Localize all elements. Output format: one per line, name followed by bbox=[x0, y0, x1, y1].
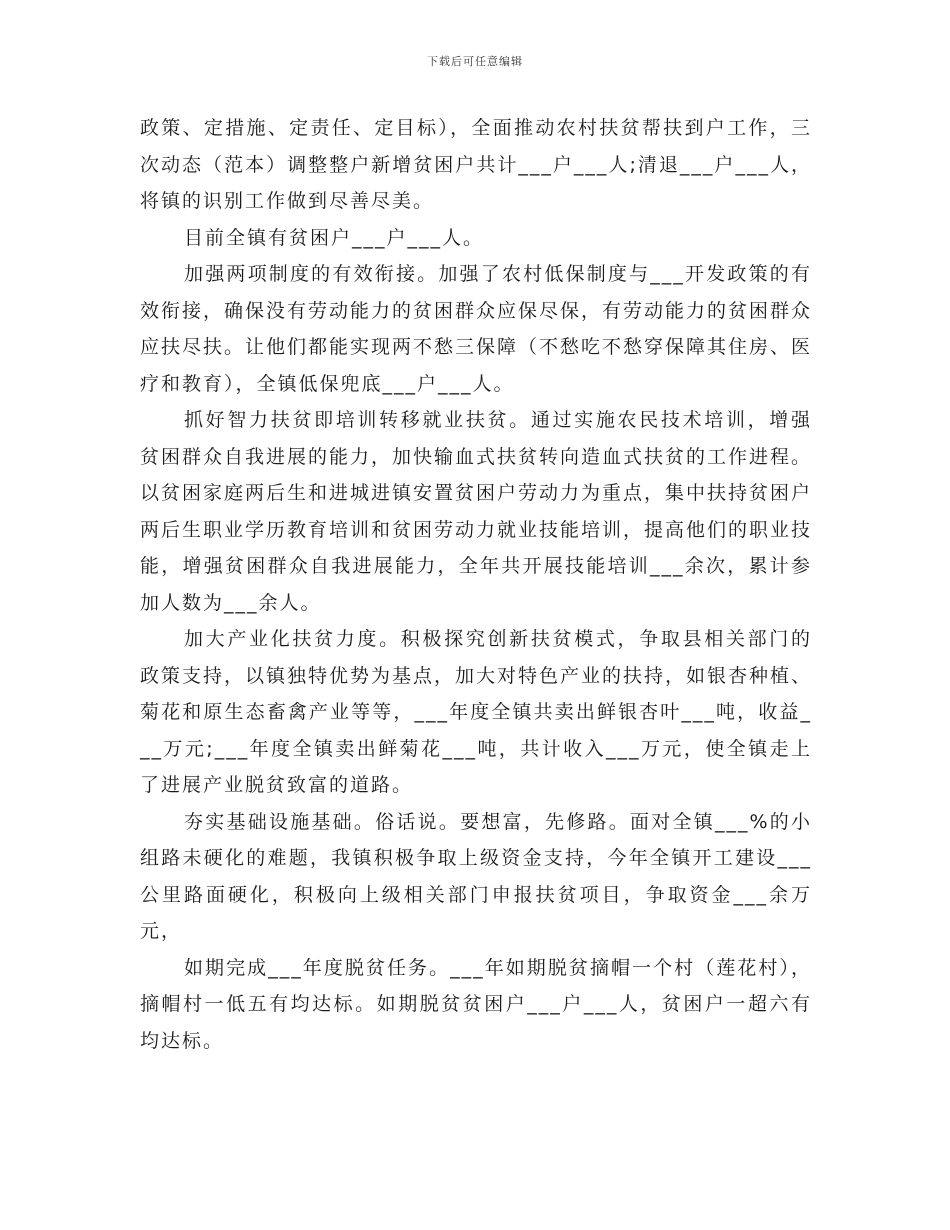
page-header: 下载后可任意编辑 bbox=[427, 55, 523, 68]
paragraph-3: 加强两项制度的有效衔接。加强了农村低保制度与___开发政策的有效衔接，确保没有劳动能力的贫困群众应保尽保，有劳动能力的贫困群众应扶尽扶。让他们都能实现两不愁三保障（不愁吃不愁穿保障其住房、医疗和教育），全镇低保兜底___户___人。 bbox=[140, 263, 813, 395]
paragraph-5: 加大产业化扶贫力度。积极探究创新扶贫模式，争取县相关部门的政策支持，以镇独特优势为基点，加大对特色产业的扶持，如银杏种植、菊花和原生态畜禽产业等等，___年度全镇共卖出鲜银杏叶___吨，收益___万元;___年度全镇卖出鲜菊花___吨，共计收入___万元，使全镇走上了进展产业脱贫致富的道路。 bbox=[140, 628, 813, 796]
document-body bbox=[140, 110, 812, 1059]
paragraph-6: 夯实基础设施基础。俗话说。要想富，先修路。面对全镇___%的小组路未硬化的难题，我镇积极争取上级资金支持，今年全镇开工建设___公里路面硬化，积极向上级相关部门申报扶贫项目，争取资金___余万元， bbox=[140, 810, 812, 942]
paragraph-7: 如期完成___年度脱贫任务。___年如期脱贫摘帽一个村（莲花村），摘帽村一低五有均达标。如期脱贫贫困户___户___人，贫困户一超六有均达标。 bbox=[140, 956, 812, 1052]
paragraph-1: 政策、定措施、定责任、定目标），全面推动农村扶贫帮扶到户工作，三次动态（范本）调整整户新增贫困户共计___户___人;清退___户___人，将镇的识别工作做到尽善尽美。 bbox=[140, 117, 812, 212]
paragraph-2: 目前全镇有贫困户___户___人。 bbox=[184, 226, 485, 249]
paragraph-4: 抓好智力扶贫即培训转移就业扶贫。通过实施农民技术培训，增强贫困群众自我进展的能力，加快输血式扶贫转向造血式扶贫的工作进程。以贫困家庭两后生和进城进镇安置贫困户劳动力为重点，集中扶持贫困户两后生职业学历教育培训和贫困劳动力就业技能培训，提高他们的职业技能，增强贫困群众自我进展能力，全年共开展技能培训___余次，累计参加人数为___余人。 bbox=[140, 409, 813, 614]
